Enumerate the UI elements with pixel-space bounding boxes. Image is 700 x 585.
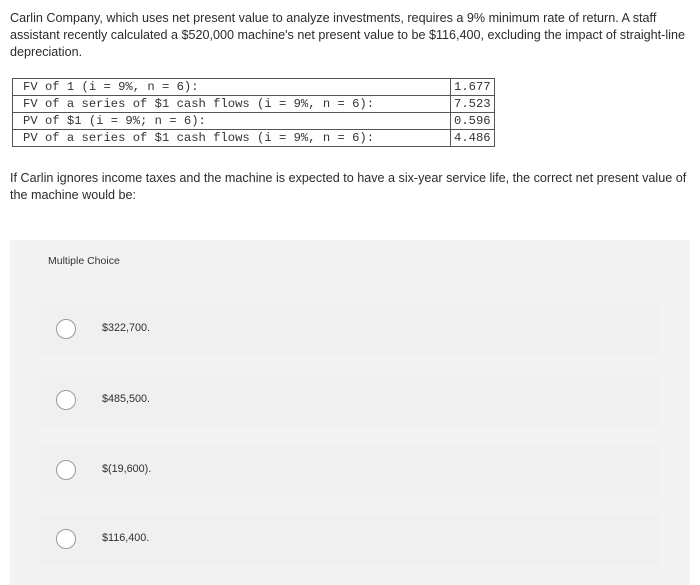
answer-option[interactable]	[40, 446, 660, 496]
radio-button-icon[interactable]	[56, 390, 76, 410]
radio-button-icon[interactable]	[56, 529, 76, 549]
radio-button-icon[interactable]	[56, 460, 76, 480]
factor-row-value: 7.523	[451, 96, 495, 113]
factor-row-value: 0.596	[451, 113, 495, 130]
answer-option[interactable]	[40, 376, 660, 426]
factor-row	[13, 130, 495, 147]
answer-option-label: $485,500.	[102, 393, 151, 405]
factor-row	[13, 113, 495, 130]
factor-row	[13, 96, 495, 113]
question-intro: Carlin Company, which uses net present value to analyze investments, requires a 9% minimum rate of return. A staff assistant recently calculated a $520,000 machine's net present value to be $116,400, excluding the impact of straight-line depreciation.	[10, 11, 685, 59]
radio-button-icon[interactable]	[56, 319, 76, 339]
answer-option[interactable]	[40, 515, 660, 565]
multiple-choice-title: Multiple Choice	[48, 255, 120, 267]
factor-table	[12, 78, 495, 147]
answer-option-label: $(19,600).	[102, 463, 152, 475]
multiple-choice-panel	[10, 240, 690, 585]
factor-row-label: PV of $1 (i = 9%; n = 6):	[13, 113, 451, 130]
factor-row	[13, 79, 495, 96]
factor-row-label: PV of a series of $1 cash flows (i = 9%, n = 6):	[13, 130, 451, 147]
factor-row-label: FV of a series of $1 cash flows (i = 9%, n = 6):	[13, 96, 451, 113]
answer-option[interactable]	[40, 305, 660, 355]
question-prompt: If Carlin ignores income taxes and the machine is expected to have a six-year service life, the correct net present value of the machine would be:	[10, 171, 687, 202]
factor-row-value: 1.677	[451, 79, 495, 96]
answer-option-label: $322,700.	[102, 322, 151, 334]
factor-row-label: FV of 1 (i = 9%, n = 6):	[13, 79, 451, 96]
answer-option-label: $116,400.	[102, 532, 150, 544]
factor-row-value: 4.486	[451, 130, 495, 147]
